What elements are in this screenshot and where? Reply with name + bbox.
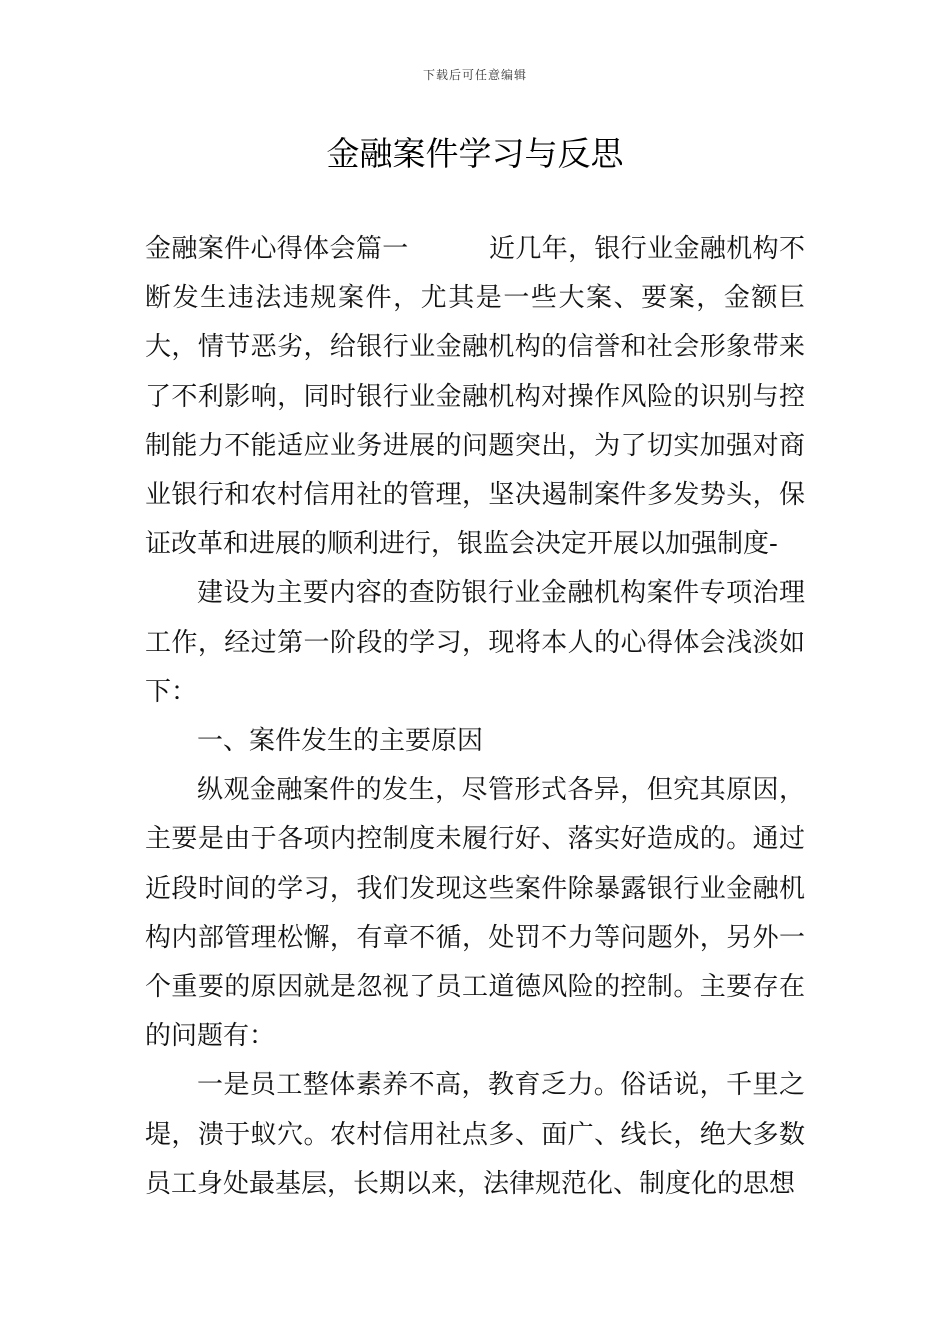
paragraph: 建设为主要内容的查防银行业金融机构案件专项治理工作，经过第一阶段的学习，现将本人的心得体会浅淡如下：: [145, 578, 805, 707]
paragraph: 一是员工整体素养不高，教育乏力。俗话说，千里之堤，溃于蚁穴。农村信用社点多、面广、线长，绝大多数员工身处最基层，长期以来，法律规范化、制度化的思想: [145, 1070, 805, 1199]
paragraph: 纵观金融案件的发生，尽管形式各异，但究其原因，主要是由于各项内控制度未履行好、落实好造成的。通过近段时间的学习，我们发现这些案件除暴露银行业金融机构内部管理松懈，有章不循，处罚不力等问题外，另外一个重要的原因就是忽视了员工道德风险的控制。主要存在的问题有：: [145, 775, 805, 1052]
document-body: [145, 225, 805, 1209]
header-note: 下载后可任意编辑: [422, 68, 527, 82]
document-title: 金融案件学习与反思: [326, 134, 624, 173]
intro-text: 近几年，银行业金融机构不断发生违法违规案件，尤其是一些大案、要案，金额巨大，情节恶劣，给银行业金融机构的信誉和社会形象带来了不利影响，同时银行业金融机构对操作风险的识别与控制能力不能适应业务进展的问题突出，为了切实加强对商业银行和农村信用社的管理，坚决遏制案件多发势头，保证改革和进展的顺利进行，银监会决定开展以加强制度-: [145, 234, 805, 560]
section-heading: 一、案件发生的主要原因: [197, 726, 484, 757]
section-label: 金融案件心得体会篇一: [145, 234, 409, 264]
intro-paragraph: [145, 225, 805, 569]
